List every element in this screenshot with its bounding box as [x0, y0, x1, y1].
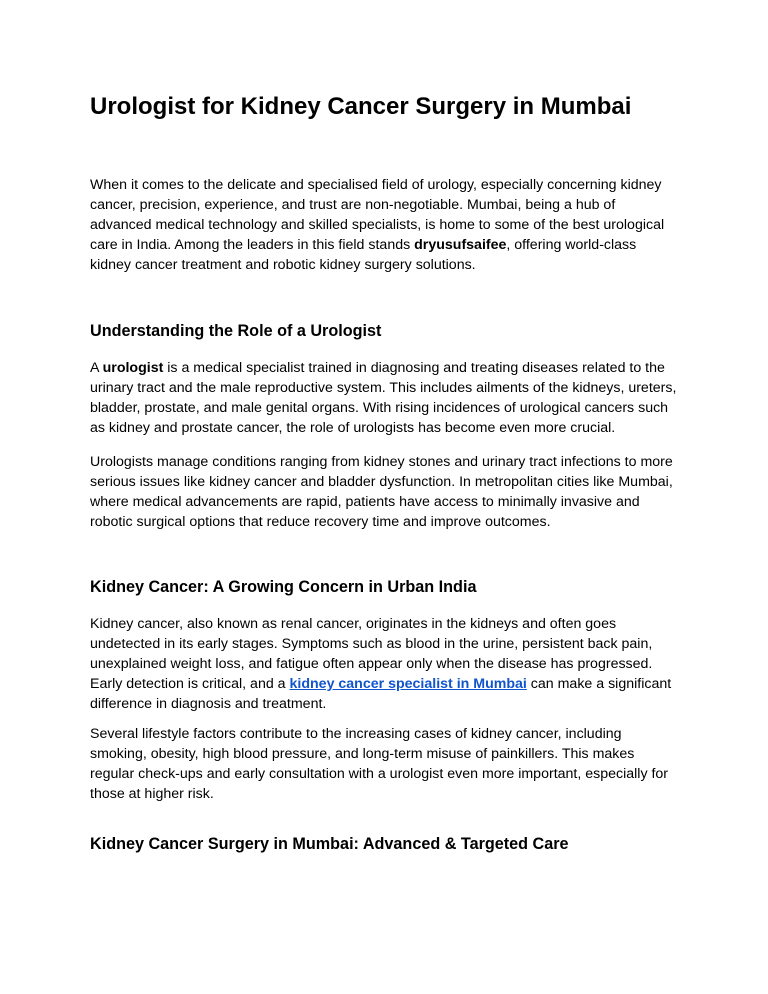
intro-text-end: , offering world-class kidney cancer treatment and robotic kidney surgery solutions.	[90, 237, 637, 273]
role-p1-start: A	[90, 360, 103, 376]
intro-paragraph	[90, 175, 680, 275]
role-p1-bold-term: urologist	[102, 360, 164, 376]
section-heading-surgery-in-mumbai: Kidney Cancer Surgery in Mumbai: Advanced & Targeted Care	[90, 835, 569, 853]
role-paragraph-2: Urologists manage conditions ranging from kidney stones and urinary tract infections to more serious issues like kidney cancer and bladder dysfunction. In metropolitan cities like Mumbai, where medical advancements are rapid, patients have access to minimally invasive and robotic surgical options that reduce recovery time and improve outcomes.	[90, 454, 673, 530]
kidney-cancer-specialist-link[interactable]: kidney cancer specialist in Mumbai	[289, 676, 527, 692]
section-heading-role-of-urologist: Understanding the Role of a Urologist	[90, 322, 382, 340]
intro-text-start: When it comes to the delicate and specialised field of urology, especially concerning kidney cancer, precision, experience, and trust are non-negotiable. Mumbai, being a hub of advanced medical technology and skilled specialists, is home to some of the best urological care in India. Among the leaders in this field stands	[90, 177, 665, 253]
kc-p1-start: Kidney cancer, also known as renal cancer, originates in the kidneys and often goes undetected in its early stages. Symptoms such as blood in the urine, persistent back pain, unexplained weight loss, and fatigue often appear only when the disease has progressed. Early detection is critical, and a	[90, 616, 653, 692]
kidney-cancer-paragraph-1	[90, 614, 680, 714]
role-paragraph-1	[90, 358, 680, 438]
section-heading-kidney-cancer-concern: Kidney Cancer: A Growing Concern in Urban India	[90, 578, 477, 596]
intro-bold-name: dryusufsaifee	[414, 237, 507, 253]
role-p1-end: is a medical specialist trained in diagnosing and treating diseases related to the urinary tract and the male reproductive system. This includes ailments of the kidneys, ureters, bladder, prostate, and male genital organs. With rising incidences of urological cancers such as kidney and prostate cancer, the role of urologists has become even more crucial.	[90, 360, 677, 436]
page-title: Urologist for Kidney Cancer Surgery in Mumbai	[90, 93, 632, 120]
kc-p1-end: can make a significant difference in diagnosis and treatment.	[90, 676, 672, 712]
kidney-cancer-paragraph-2: Several lifestyle factors contribute to the increasing cases of kidney cancer, including smoking, obesity, high blood pressure, and long-term misuse of painkillers. This makes regular check-ups and early consultation with a urologist even more important, especially for those at higher risk.	[90, 726, 669, 802]
